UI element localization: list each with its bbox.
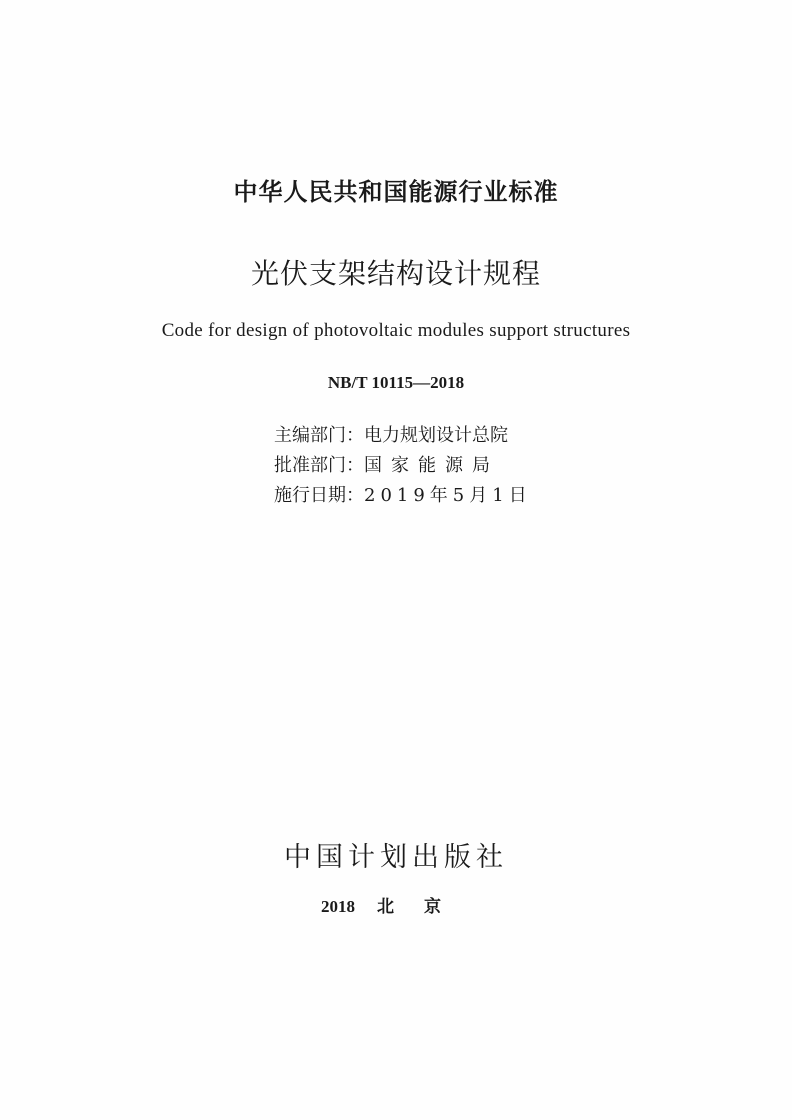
standard-category: 中华人民共和国能源行业标准	[233, 178, 559, 206]
meta-value: 国家能源局	[364, 455, 499, 476]
meta-value: 2019年5月1日	[364, 485, 532, 506]
publisher-name: 中国计划出版社	[284, 842, 508, 873]
publication-line	[0, 893, 792, 921]
meta-row-chief-editor	[274, 421, 532, 451]
title-english: Code for design of photovoltaic modules support structures	[161, 320, 631, 341]
publication-city: 北京	[377, 897, 471, 917]
meta-row-effective-date	[274, 481, 532, 511]
standard-code: NB/T 10115—2018	[327, 373, 465, 392]
meta-value: 电力规划设计总院	[364, 425, 508, 446]
meta-label: 批准部门：	[274, 455, 364, 476]
meta-row-approval	[274, 451, 532, 481]
issuance-info	[274, 421, 532, 511]
meta-label: 主编部门：	[274, 425, 364, 446]
meta-label: 施行日期：	[274, 485, 364, 506]
publication-year: 2018	[321, 897, 355, 916]
title-chinese: 光伏支架结构设计规程	[250, 257, 541, 290]
